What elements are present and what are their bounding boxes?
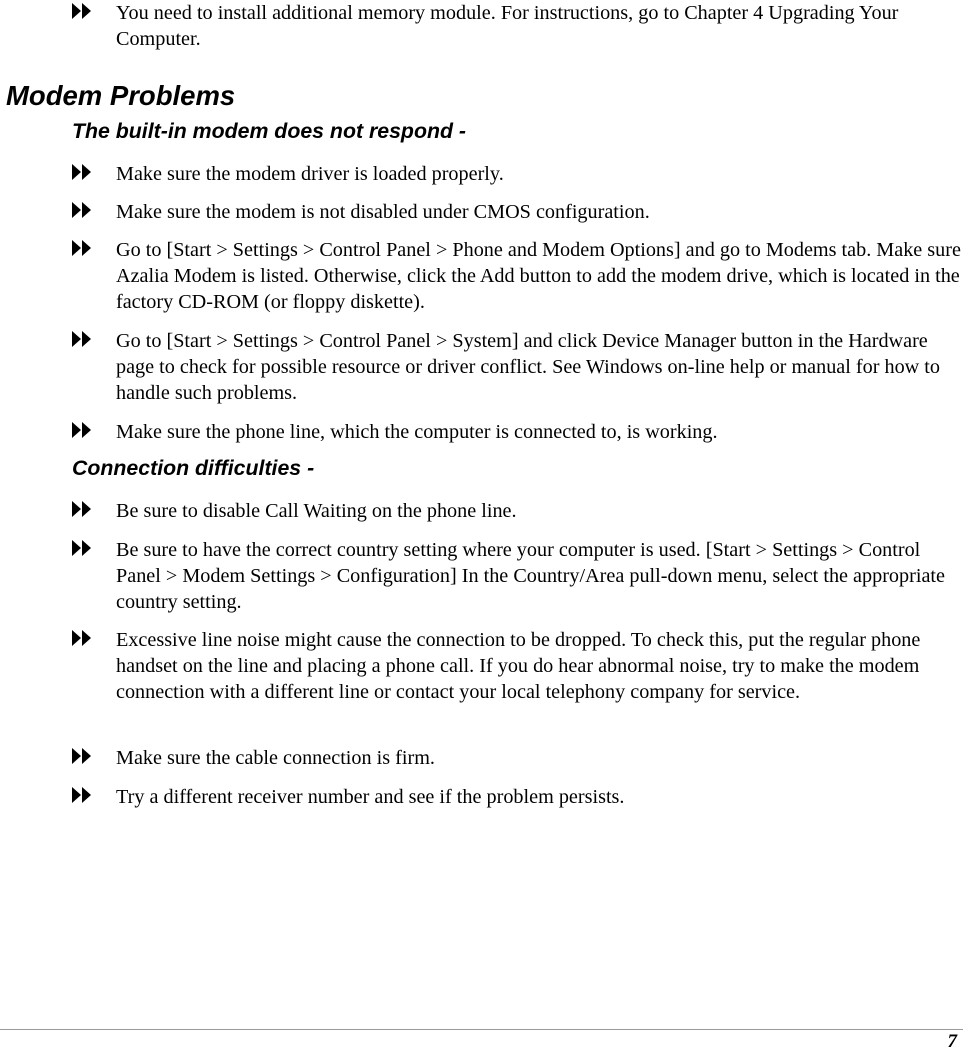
double-arrow-bullet-icon — [72, 629, 92, 647]
subheading-modem-not-respond: The built-in modem does not respond - — [72, 119, 466, 143]
double-arrow-bullet-icon — [72, 786, 92, 804]
modem-item-text: Go to [Start > Settings > Control Panel > Phone and Modem Options] and go to Modems tab. Make sure Azalia Modem is listed. Otherwise, click the Add button to add the modem drive, which is located in the factory CD-ROM (or floppy diskette). — [116, 239, 961, 313]
double-arrow-bullet-icon — [72, 500, 92, 518]
double-arrow-bullet-icon — [72, 330, 92, 348]
connection-item-text: Be sure to disable Call Waiting on the phone line. — [116, 500, 517, 522]
double-arrow-bullet-icon — [72, 747, 92, 765]
footer-divider — [0, 1029, 963, 1030]
connection-item-text: Try a different receiver number and see if the problem persists. — [116, 786, 625, 808]
section-title-modem-problems: Modem Problems — [6, 80, 236, 111]
double-arrow-bullet-icon — [72, 163, 92, 181]
connection-item-text: Make sure the cable connection is firm. — [116, 747, 435, 769]
page-number: 7 — [947, 1031, 957, 1052]
connection-item-text: Be sure to have the correct country setting where your computer is used. [Start > Settings > Control Panel > Modem Settings > Configuration] In the Country/Area pull-down menu, select the appropriate country setting. — [116, 539, 945, 613]
intro-item-text: You need to install additional memory module. For instructions, go to Chapter 4 Upgrading Your Computer. — [116, 2, 899, 50]
double-arrow-bullet-icon — [72, 201, 92, 219]
modem-item-text: Make sure the modem driver is loaded properly. — [116, 163, 504, 185]
double-arrow-bullet-icon — [72, 2, 92, 20]
double-arrow-bullet-icon — [72, 421, 92, 439]
modem-item-text: Go to [Start > Settings > Control Panel > System] and click Device Manager button in the Hardware page to check for possible resource or driver conflict. See Windows on-line help or manual for how to handle such problems. — [116, 330, 941, 404]
modem-item-text: Make sure the modem is not disabled under CMOS configuration. — [116, 201, 650, 223]
double-arrow-bullet-icon — [72, 239, 92, 257]
subheading-connection-difficulties: Connection difficulties - — [72, 456, 315, 480]
connection-item-text: Excessive line noise might cause the connection to be dropped. To check this, put the regular phone handset on the line and placing a phone call. If you do hear abnormal noise, try to make the modem connection with a different line or contact your local telephony company for service. — [116, 629, 921, 703]
double-arrow-bullet-icon — [72, 539, 92, 557]
modem-item-text: Make sure the phone line, which the computer is connected to, is working. — [116, 421, 718, 443]
